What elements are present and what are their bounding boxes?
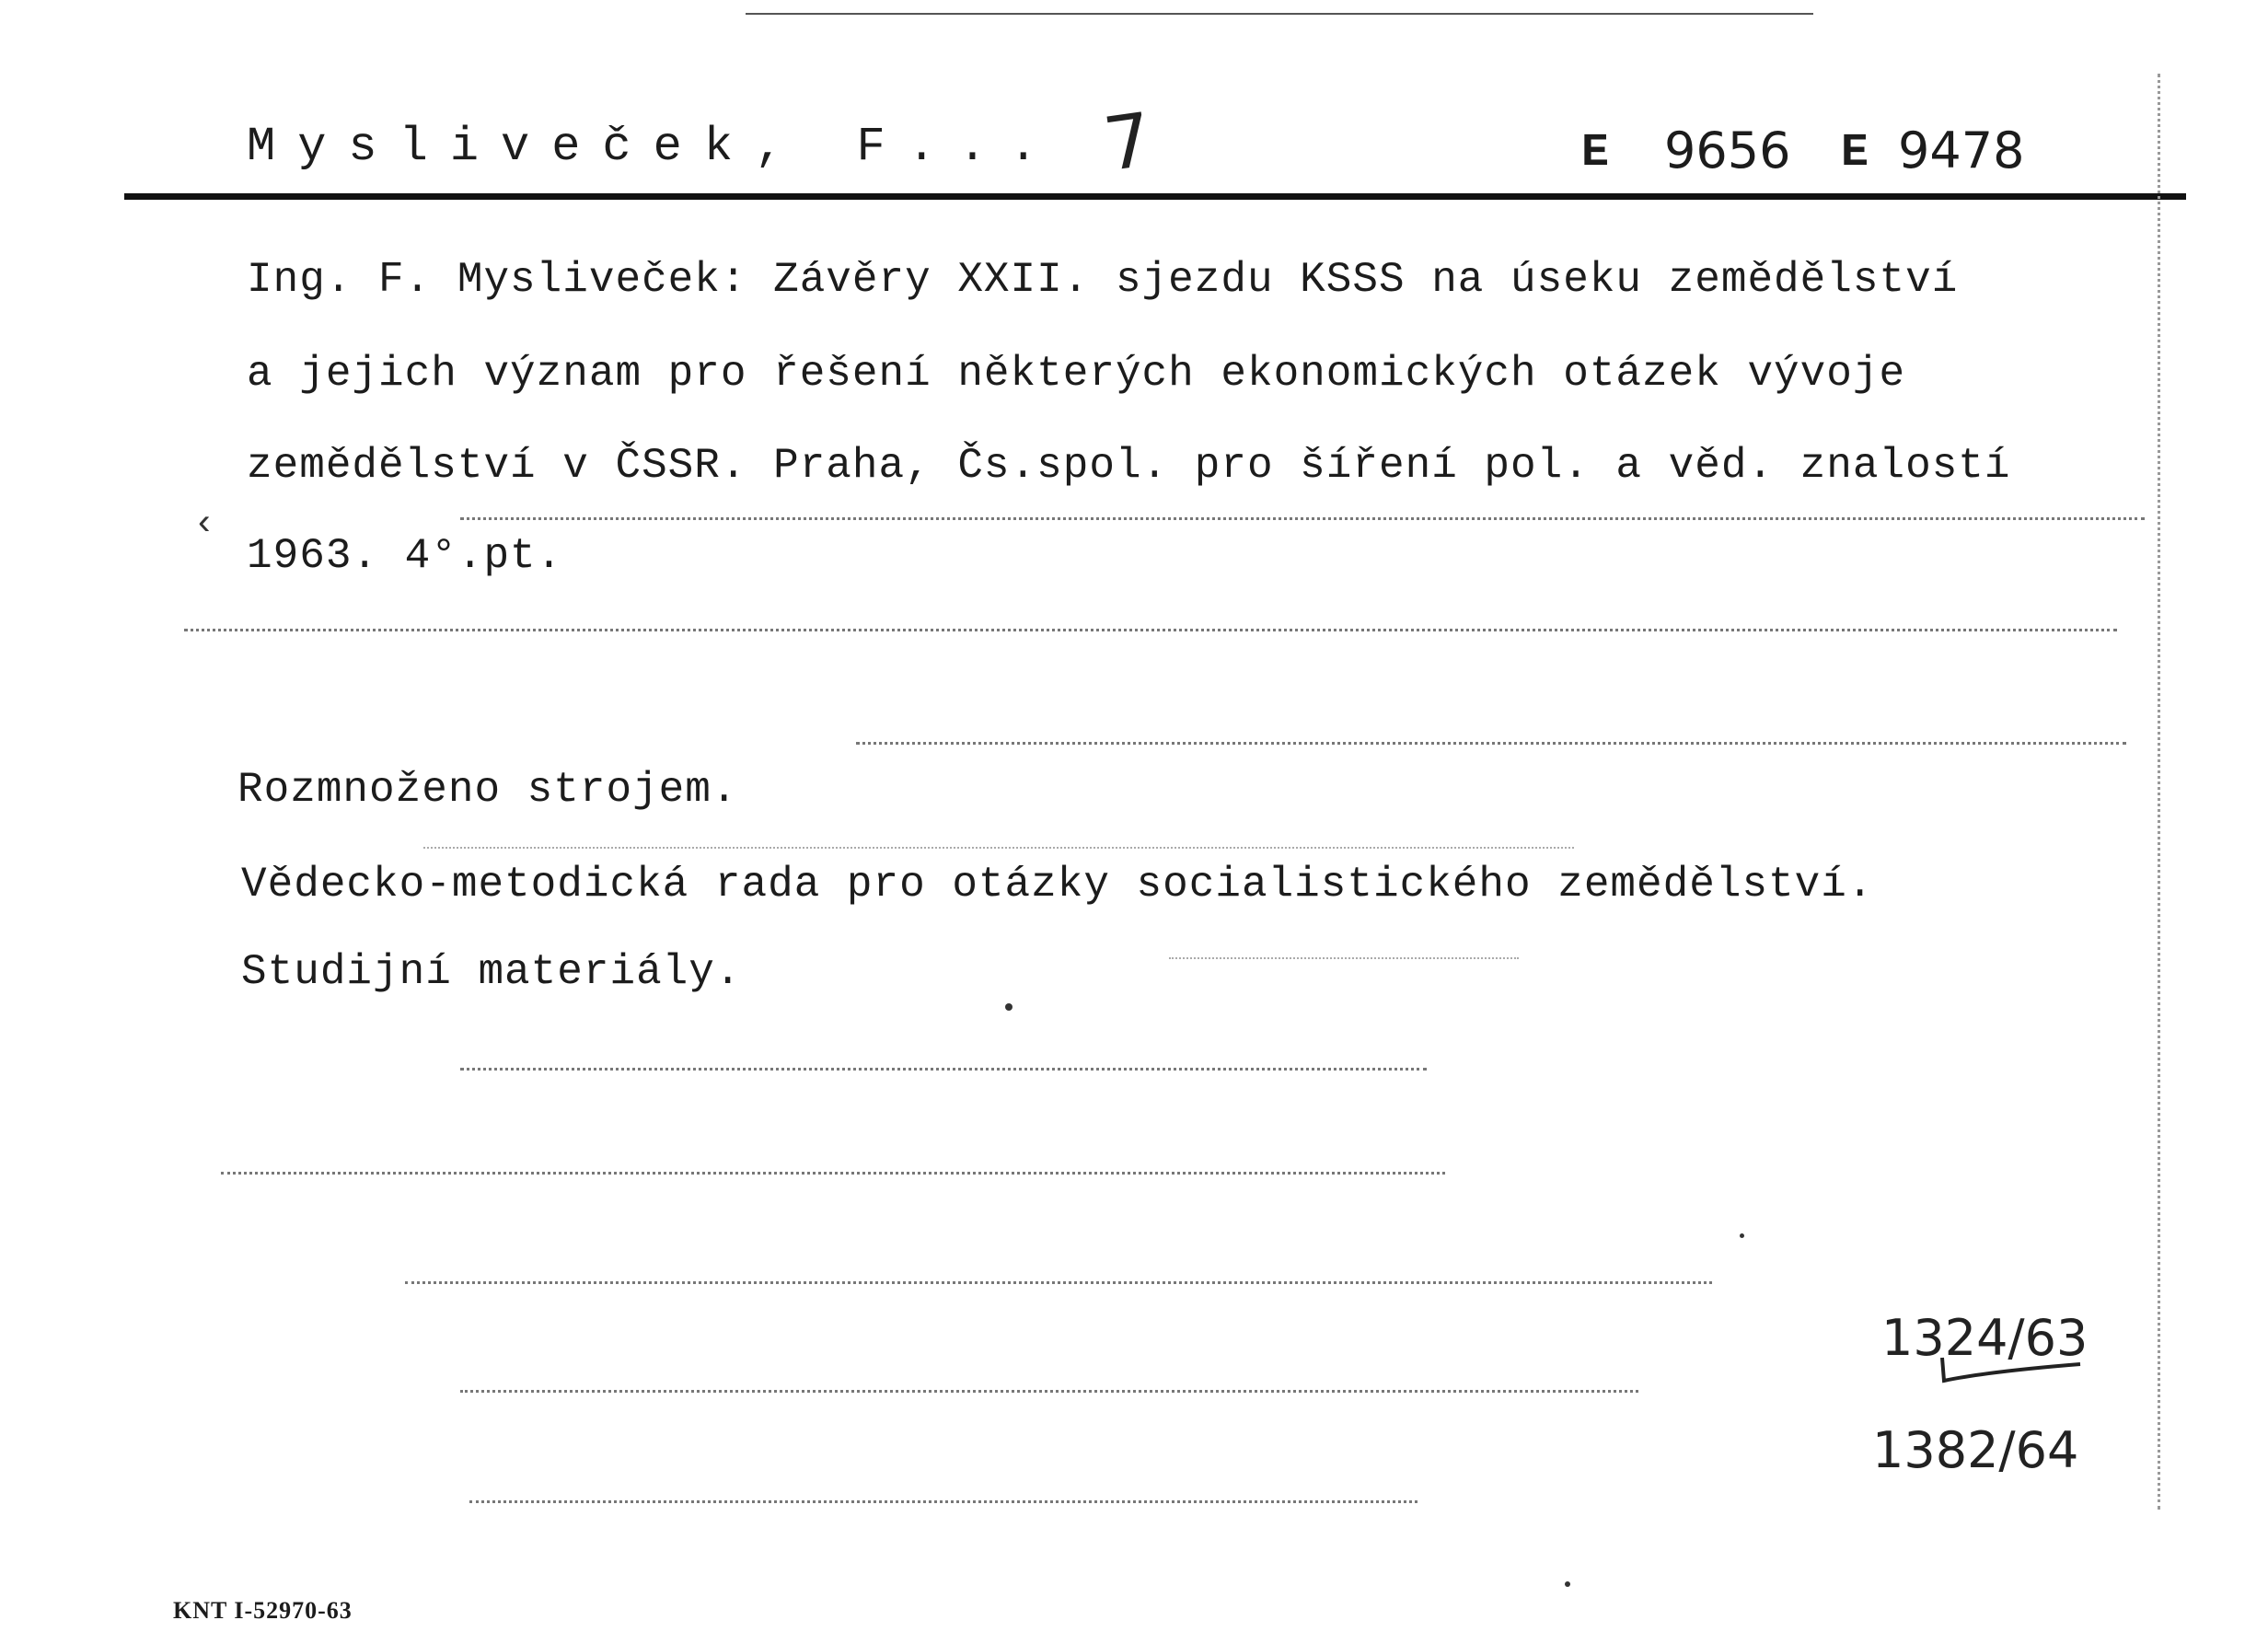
accession-number-1: 1324/63 [1881, 1309, 2089, 1367]
note-line-2: Vědecko-metodická rada pro otázky socialistického zemědělství. [241, 861, 1874, 909]
shelf-mark-number-1: 9656 [1664, 122, 1791, 179]
ruled-line [184, 629, 2117, 631]
author-heading: Mysliveček, F... [247, 120, 1060, 174]
entry-line-4: 1963. 4°.pt. [247, 532, 563, 580]
entry-line-1: Ing. F. Mysliveček: Závěry XXII. sjezdu KSSS na úseku zemědělství [247, 256, 1959, 304]
note-line-1: Rozmnoženo strojem. [237, 766, 738, 814]
accession-number-2: 1382/64 [1872, 1421, 2079, 1479]
card-code: KNT I-52970-63 [173, 1597, 353, 1624]
ruled-line [469, 1500, 1418, 1503]
ruled-line [460, 1390, 1638, 1393]
entry-line-2: a jejich význam pro řešení některých ekonomických otázek vývoje [247, 350, 1906, 398]
ruled-line [460, 517, 2145, 520]
ruled-line [423, 847, 1574, 849]
ruled-line [405, 1281, 1712, 1284]
ink-speck [1740, 1233, 1744, 1238]
entry-line-3: zemědělství v ČSSR. Praha, Čs.spol. pro šíření pol. a věd. znalostí [247, 442, 2011, 490]
shelf-mark-number-2: 9478 [1898, 122, 2025, 179]
ink-speck [1565, 1581, 1570, 1587]
ruled-line [1169, 957, 1519, 959]
margin-bracket: ‹ [193, 504, 216, 546]
initials-scrawl [1933, 1353, 2099, 1390]
note-line-3: Studijní materiály. [241, 948, 742, 996]
header-rule [124, 193, 2186, 200]
ruled-line [460, 1068, 1427, 1071]
shelf-mark-prefix-1: E [1581, 127, 1610, 179]
ruled-line [856, 742, 2126, 745]
ink-speck [1005, 1003, 1012, 1011]
right-margin-dots [2158, 74, 2160, 1510]
ruled-line [221, 1172, 1445, 1175]
handwritten-mark: 7 [1098, 96, 1158, 189]
top-edge-rule [746, 13, 1813, 15]
shelf-mark-prefix-2: E [1841, 127, 1869, 179]
